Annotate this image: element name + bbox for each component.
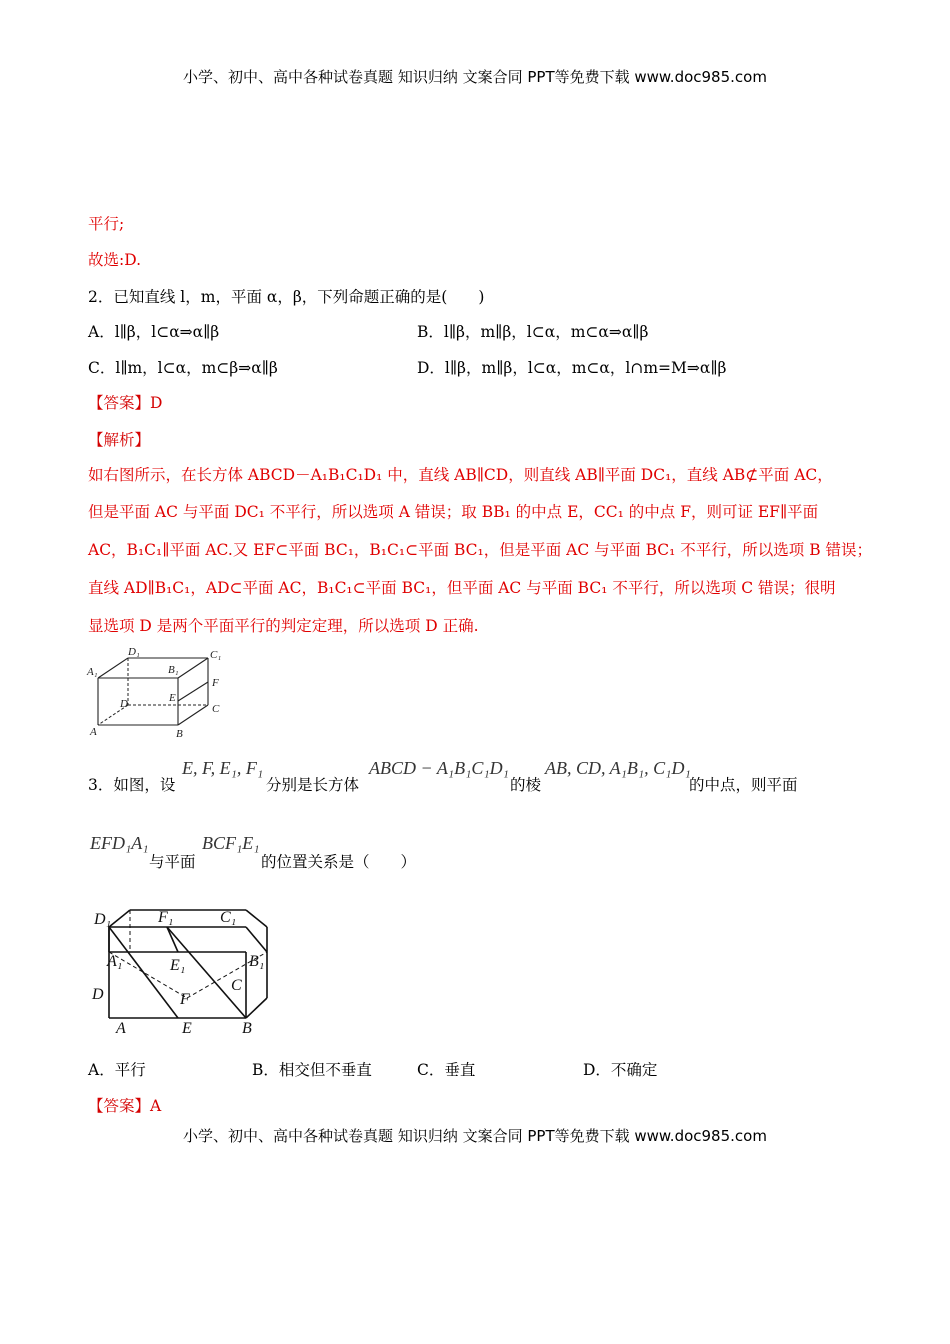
q2-analysis-line: 显选项 D 是两个平面平行的判定定理，所以选项 D 正确. (88, 617, 479, 635)
label-d: D (92, 986, 104, 1003)
q3-answer: 【答案】A (88, 1097, 162, 1115)
q2-analysis-line: 但是平面 AC 与平面 DC₁ 不平行，所以选项 A 错误；取 BB₁ 的中点 E，CC₁ 的中点 F，则可证 EF∥平面 (88, 503, 819, 521)
q2-option-d: D．l∥β，m∥β，l⊂α，m⊂α，l∩m=M⇒α∥β (417, 359, 727, 377)
prev-choice: 故选:D. (88, 251, 142, 269)
label-c: C (231, 977, 242, 994)
q3-math-plane2: BCF₁E₁ (202, 833, 260, 853)
label-b: B (176, 728, 183, 740)
label-b1: B₁ (249, 953, 265, 970)
q3-cuboid-figure (86, 900, 286, 1040)
q2-stem: 2．已知直线 l，m，平面 α，β，下列命题正确的是( ) (88, 288, 485, 306)
label-f: F (180, 991, 190, 1008)
q2-option-c: C．l∥m，l⊂α，m⊂β⇒α∥β (88, 359, 278, 377)
q2-option-b: B．l∥β，m∥β，l⊂α，m⊂α⇒α∥β (417, 323, 649, 341)
q2-analysis-line: 直线 AD∥B₁C₁，AD⊂平面 AC，B₁C₁⊂平面 BC₁，但平面 AC 与平面 BC₁ 不平行，所以选项 C 错误；很明 (88, 579, 836, 597)
label-a1: A₁ (87, 666, 98, 678)
q3-math-midpoints: E, F, E₁, F₁ (182, 758, 264, 778)
q2-analysis-line: AC，B₁C₁∥平面 AC.又 EF⊂平面 BC₁，B₁C₁⊂平面 BC₁，但是平面 AC 与平面 BC₁ 不平行，所以选项 B 错误； (88, 541, 873, 559)
label-b1: B₁ (168, 664, 179, 676)
label-d1: D₁ (94, 911, 112, 928)
q3-text-3: 的中点，则平面 (689, 776, 798, 794)
q3-text-1: 分别是长方体 (266, 776, 360, 794)
label-c1: C₁ (220, 909, 237, 926)
label-e: E (169, 692, 176, 704)
label-e: E (182, 1020, 192, 1037)
label-b: B (242, 1020, 252, 1037)
label-d: D (120, 698, 128, 710)
label-a: A (116, 1020, 126, 1037)
label-c1: C₁ (210, 649, 222, 661)
label-d1: D₁ (128, 646, 140, 658)
label-f1: F₁ (158, 909, 174, 926)
page-header: 小学、初中、高中各种试卷真题 知识归纳 文案合同 PPT等免费下载 www.doc985.com (183, 68, 767, 86)
q3-math-edges: AB, CD, A₁B₁, C₁D₁ (545, 758, 691, 778)
q3-text-4: 与平面 (149, 853, 196, 871)
q3-option-b: B．相交但不垂直 (252, 1061, 372, 1079)
q2-cuboid-figure (86, 645, 236, 741)
q3-text-5: 的位置关系是（ ） (261, 853, 417, 871)
q3-option-a: A．平行 (88, 1061, 146, 1079)
page-footer: 小学、初中、高中各种试卷真题 知识归纳 文案合同 PPT等免费下载 www.doc985.com (183, 1127, 767, 1145)
q3-prefix: 3．如图，设 (88, 776, 176, 794)
q2-analysis-label: 【解析】 (88, 431, 151, 449)
q3-math-cuboid: ABCD − A₁B₁C₁D₁ (369, 758, 509, 778)
q2-option-a: A．l∥β，l⊂α⇒α∥β (88, 323, 220, 341)
prev-conclusion: 平行; (88, 215, 125, 233)
q3-option-c: C．垂直 (417, 1061, 476, 1079)
label-a1: A₁ (107, 953, 123, 970)
label-f: F (212, 677, 219, 689)
q3-math-plane1: EFD₁A₁ (90, 833, 149, 853)
label-c: C (212, 703, 220, 715)
q2-analysis-line: 如右图所示，在长方体 ABCD－A₁B₁C₁D₁ 中，直线 AB∥CD，则直线 AB∥平面 DC₁，直线 AB⊄平面 AC， (88, 466, 833, 484)
q3-option-d: D．不确定 (583, 1061, 658, 1079)
label-e1: E₁ (170, 957, 186, 974)
label-a: A (90, 726, 97, 738)
q3-text-2: 的棱 (510, 776, 542, 794)
q2-answer: 【答案】D (88, 394, 163, 412)
